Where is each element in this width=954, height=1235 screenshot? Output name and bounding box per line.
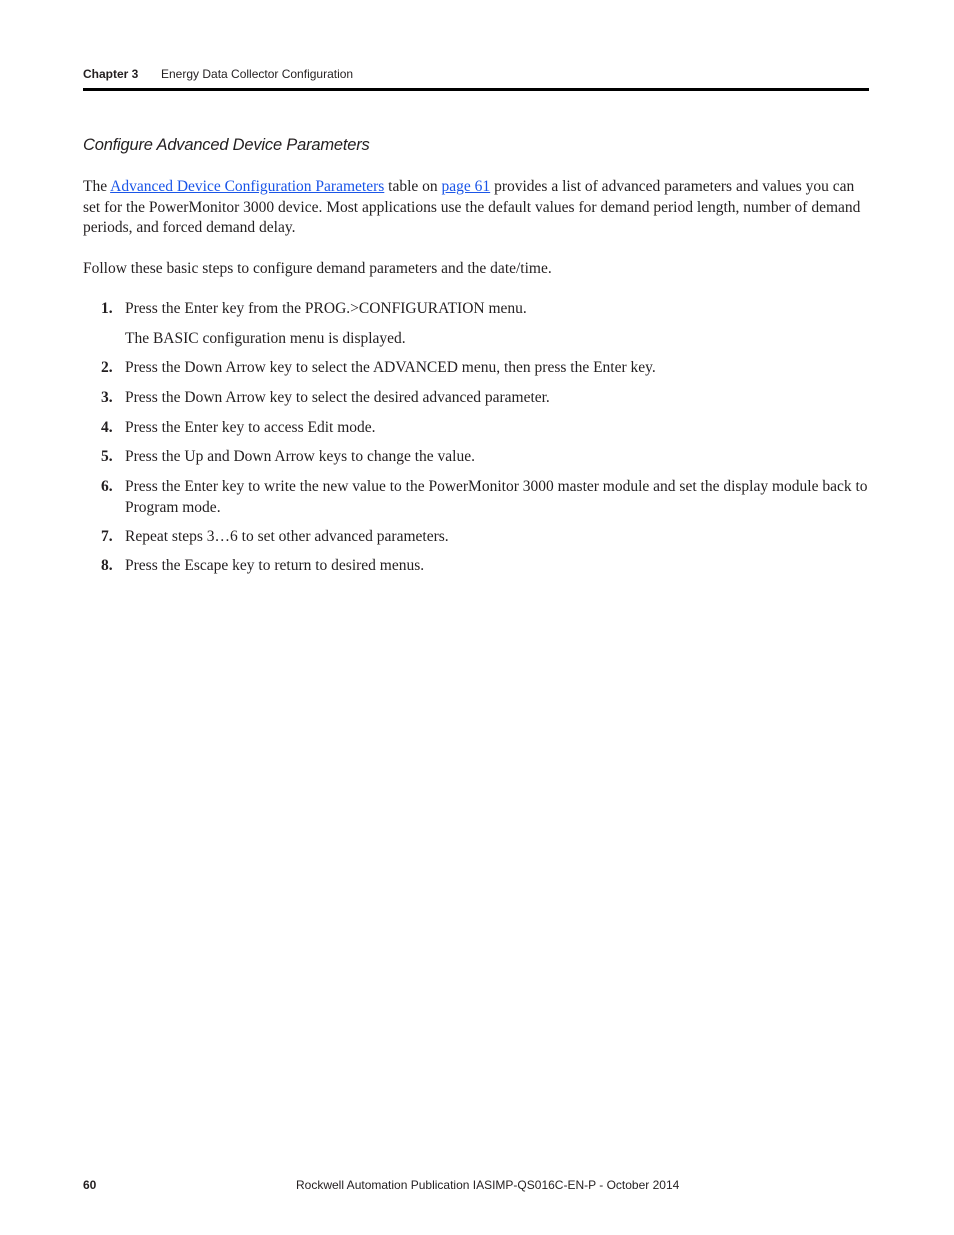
step-text: Repeat steps 3…6 to set other advanced parameters. bbox=[125, 528, 449, 545]
page-number: 60 bbox=[83, 1178, 97, 1192]
step-text: Press the Down Arrow key to select the ADVANCED menu, then press the Enter key. bbox=[125, 359, 656, 376]
chapter-title: Energy Data Collector Configuration bbox=[161, 67, 354, 81]
step-result: The BASIC configuration menu is displayed. bbox=[125, 330, 406, 347]
step-text: Press the Up and Down Arrow keys to change the value. bbox=[125, 448, 475, 465]
intro-paragraph bbox=[83, 177, 873, 239]
intro-text-start: The bbox=[83, 178, 111, 195]
step-number: 7. bbox=[101, 528, 113, 545]
step-number: 4. bbox=[101, 419, 113, 436]
step-number: 1. bbox=[101, 300, 113, 317]
step-text: Press the Escape key to return to desired menus. bbox=[125, 557, 425, 574]
step-number: 8. bbox=[101, 557, 113, 574]
header-divider bbox=[83, 88, 869, 91]
step-number: 2. bbox=[101, 359, 113, 376]
step-number: 6. bbox=[101, 478, 113, 495]
step-text: Press the Enter key to access Edit mode. bbox=[125, 419, 376, 436]
intro-text-end: provides a list of advanced parameters and values you can set for the PowerMonitor 3000 device. Most applications use the default values for demand period length, number of demand periods, and forced demand delay. bbox=[83, 178, 861, 236]
step-number: 3. bbox=[101, 389, 113, 406]
advanced-parameters-table-link[interactable]: Advanced Device Configuration Parameters bbox=[110, 178, 385, 195]
section-title: Configure Advanced Device Parameters bbox=[83, 136, 370, 154]
running-header bbox=[83, 66, 869, 82]
intro-text-middle: table on bbox=[384, 178, 442, 195]
lead-in-paragraph: Follow these basic steps to configure demand parameters and the date/time. bbox=[83, 260, 552, 277]
step-text: Press the Enter key to write the new value to the PowerMonitor 3000 master module and set the display module back to Program mode. bbox=[125, 478, 868, 516]
step-text: Press the Enter key from the PROG.>CONFIGURATION menu. bbox=[125, 300, 527, 317]
publication-info: Rockwell Automation Publication IASIMP-QS016C-EN-P - October 2014 bbox=[296, 1178, 680, 1192]
page-61-link[interactable]: page 61 bbox=[441, 178, 491, 195]
chapter-label: Chapter 3 bbox=[83, 67, 139, 81]
step-number: 5. bbox=[101, 448, 113, 465]
step-text: Press the Down Arrow key to select the desired advanced parameter. bbox=[125, 389, 550, 406]
